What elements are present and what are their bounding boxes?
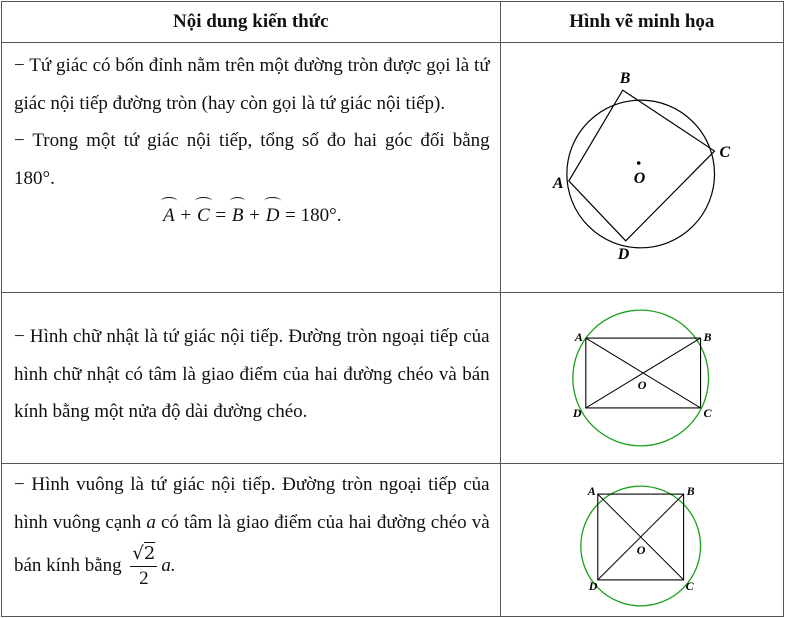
angle-b: B [231, 201, 245, 231]
label-b: B [686, 484, 695, 499]
rectangle-inscribed-figure [501, 293, 783, 463]
angle-d: D [265, 201, 281, 231]
row3-text-part-2: có tâm là giao điểm của hai đường chéo và bán kính bằng [14, 512, 490, 576]
label-a: A [552, 174, 564, 192]
table-row [2, 464, 784, 617]
equals-sign-1: = [215, 205, 227, 226]
sqrt2-over-2-fraction [130, 542, 157, 591]
row3-figure-cell [500, 464, 783, 617]
table-header-row [2, 2, 784, 43]
label-o: O [633, 169, 645, 187]
label-a: A [587, 484, 596, 499]
radius-suffix: a. [161, 554, 176, 576]
square-inscribed-figure [501, 464, 783, 616]
row2-figure-cell [500, 293, 783, 464]
knowledge-table [1, 1, 784, 617]
header-content: Nội dung kiến thức [2, 2, 501, 43]
label-b: B [619, 70, 631, 88]
sqrt-symbol: √ [132, 543, 144, 564]
fraction-denominator: 2 [139, 568, 149, 589]
angle-sum-result: 180°. [300, 205, 342, 226]
header-illustration: Hình vẽ minh họa [500, 2, 783, 43]
label-o: O [637, 377, 646, 392]
row3-text-part-1: − Hình vuông là tứ giác nội tiếp. Đường tròn ngoại tiếp của hình vuông cạnh [14, 474, 490, 533]
table-row [2, 43, 784, 293]
label-d: D [588, 578, 598, 593]
label-c: C [703, 405, 712, 420]
side-variable: a [146, 512, 156, 533]
row3-paragraph [14, 466, 490, 591]
plus-sign-2: + [249, 205, 260, 226]
center-point [637, 161, 641, 165]
label-c: C [685, 578, 694, 593]
row2-text-cell [2, 293, 501, 464]
fraction-numerator: 2 [143, 543, 156, 564]
label-a: A [574, 330, 583, 345]
table-row [2, 293, 784, 464]
label-b: B [703, 330, 712, 345]
row1-text-cell [2, 43, 501, 293]
row2-paragraph: − Hình chữ nhật là tứ giác nội tiếp. Đường tròn ngoại tiếp của hình chữ nhật có tâm là giao điểm của hai đường chéo và bán kính bằng một nửa độ dài đường chéo. [14, 326, 490, 422]
row1-figure-cell [500, 43, 783, 293]
plus-sign-1: + [180, 205, 192, 226]
angle-sum-equation [14, 201, 490, 231]
inscribed-quadrilateral-figure [501, 43, 783, 292]
label-c: C [719, 144, 730, 162]
row1-paragraph-2: − Trong một tứ giác nội tiếp, tổng số đo hai góc đối bằng 180°. [14, 130, 490, 189]
angle-a: A [162, 201, 176, 231]
label-d: D [572, 405, 582, 420]
quadrilateral-abcd [568, 90, 714, 241]
row1-paragraph-1: − Tứ giác có bốn đỉnh nằm trên một đường tròn được gọi là tứ giác nội tiếp đường tròn (hay còn gọi là tứ giác nội tiếp). [14, 55, 490, 114]
angle-c: C [196, 201, 211, 231]
row3-text-cell [2, 464, 501, 617]
label-o: O [636, 542, 645, 557]
label-d: D [617, 245, 629, 263]
equals-sign-2: = [285, 205, 296, 226]
